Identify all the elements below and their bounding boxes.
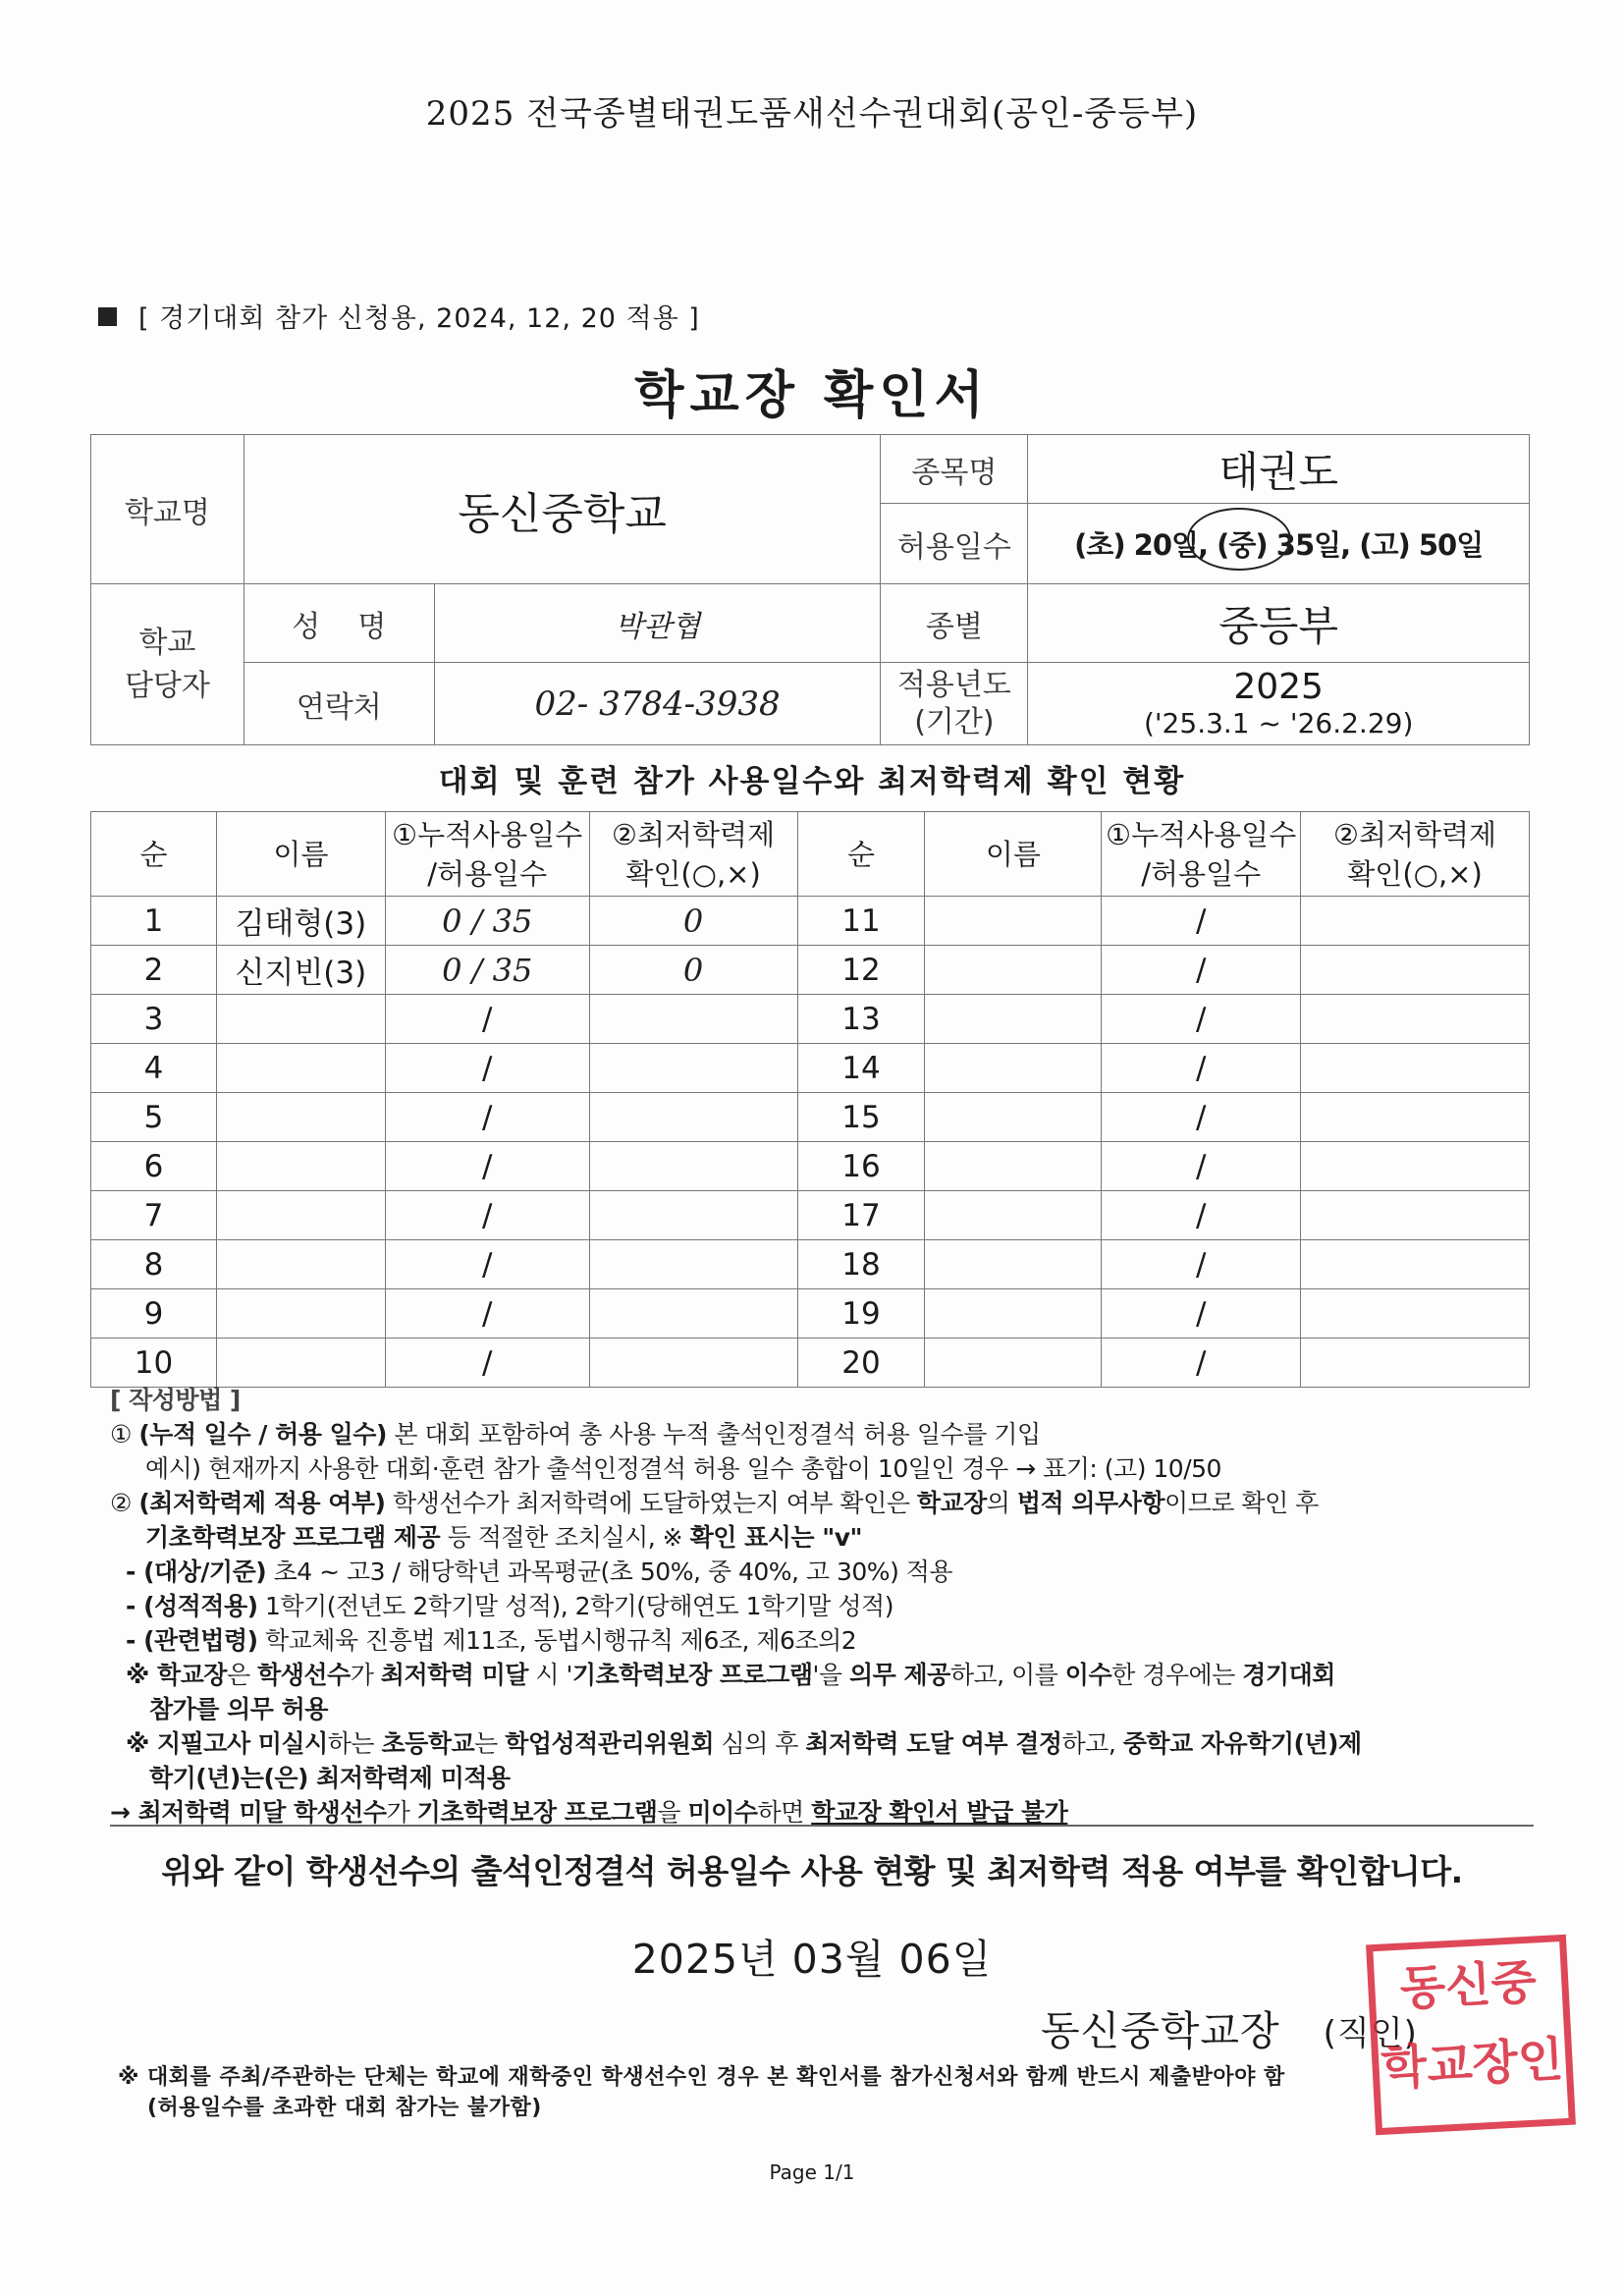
row-no: 9 xyxy=(91,1289,217,1339)
s1-l: 한 경우에는 xyxy=(1111,1661,1243,1689)
sport-value: 태권도 xyxy=(1028,435,1530,504)
row-name: 신지빈(3) xyxy=(216,946,385,995)
row-name xyxy=(216,1044,385,1093)
bullet-grades-bold: - (성적적용) xyxy=(126,1592,258,1620)
s1-b: 은 xyxy=(226,1661,258,1689)
form-tag-text: [ 경기대회 참가 신청용, 2024, 12, 20 적용 ] xyxy=(138,303,700,334)
s2-b: 하는 xyxy=(327,1729,382,1758)
roster-body xyxy=(91,897,1530,1388)
row-check-2 xyxy=(1301,1240,1530,1289)
star-note-1 xyxy=(110,1658,1534,1692)
table-row xyxy=(91,1339,1530,1388)
note-2-line2 xyxy=(110,1520,1534,1555)
row-no-2: 13 xyxy=(797,995,925,1044)
row-days-2: / xyxy=(1102,1093,1301,1142)
row-check: 0 xyxy=(589,897,797,946)
footnote-line1: ※ 대회를 주최/주관하는 단체는 학교에 재학중인 학생선수인 경우 본 확인서를 참가신청서와 함께 반드시 제출받아야 함 xyxy=(118,2065,1285,2090)
allow-days-text: (초) 20일, (중) 35일, (고) 50일 xyxy=(1074,528,1484,562)
sign-mark: (직인) xyxy=(1323,2014,1418,2053)
note-2-bold-b: 학교장 xyxy=(916,1489,987,1517)
row-name xyxy=(216,1339,385,1388)
row-check xyxy=(589,1289,797,1339)
official-seal: 동신중 학교장인 xyxy=(1366,1935,1576,2135)
contact-value: 02- 3784-3938 xyxy=(434,663,881,745)
row-days-2: / xyxy=(1102,1339,1301,1388)
year-label: 적용년도 (기간) xyxy=(881,663,1028,745)
row-check-2 xyxy=(1301,995,1530,1044)
s1-e: 최저학력 미달 xyxy=(380,1661,528,1689)
school-name: 동신중학교 xyxy=(244,435,881,584)
table-row xyxy=(91,1142,1530,1191)
info-table xyxy=(90,434,1530,745)
footnote-line2: (허용일수를 초과한 대회 참가는 불가함) xyxy=(147,2096,542,2120)
division-label: 종별 xyxy=(881,584,1028,663)
note-2-line2-bold: 기초학력보장 프로그램 제공 xyxy=(145,1523,441,1552)
row-name xyxy=(216,1191,385,1240)
row-check xyxy=(589,1339,797,1388)
contact-label: 연락처 xyxy=(244,663,434,745)
row-name-2 xyxy=(925,1142,1102,1191)
row-name xyxy=(216,1289,385,1339)
row-check-2 xyxy=(1301,1142,1530,1191)
allow-days xyxy=(1028,504,1530,584)
row-days-2: / xyxy=(1102,1289,1301,1339)
row-name-2 xyxy=(925,897,1102,946)
page-number: Page 1/1 xyxy=(769,2160,855,2184)
year-value: 2025 xyxy=(1233,666,1324,707)
row-days-2: / xyxy=(1102,1191,1301,1240)
bullet-grades-text: 1학기(전년도 2학기말 성적), 2학기(당해연도 1학기말 성적) xyxy=(257,1592,893,1620)
hdr-no-2: 순 xyxy=(797,812,925,897)
hdr-check-2: ②최저학력제 확인(○,×) xyxy=(1301,812,1530,897)
table-row xyxy=(91,1093,1530,1142)
row-days-2: / xyxy=(1102,897,1301,946)
row-name-2 xyxy=(925,1093,1102,1142)
division-value: 중등부 xyxy=(1028,584,1530,663)
s2-e: 학업성적관리위원회 xyxy=(505,1729,715,1758)
bullet-target-text: 초4 ~ 고3 / 해당학년 과목평균(초 50%, 중 40%, 고 30%) 적용 xyxy=(266,1558,953,1586)
confirm-statement: 위와 같이 학생선수의 출석인정결석 허용일수 사용 현황 및 최저학력 적용 여부를 확인합니다. xyxy=(161,1852,1463,1890)
row-check: 0 xyxy=(589,946,797,995)
star-note-1-line2 xyxy=(110,1692,1534,1726)
note-1-example: 예시) 현재까지 사용한 대회·훈련 참가 출석인정결석 허용 일수 총합이 10일인 경우 → 표기: (고) 10/50 xyxy=(145,1454,1221,1483)
star-note-2-line2 xyxy=(110,1761,1534,1795)
row-name-2 xyxy=(925,1339,1102,1388)
row-no: 3 xyxy=(91,995,217,1044)
hdr-days-2: ①누적사용일수 /허용일수 xyxy=(1102,812,1301,897)
row-name xyxy=(216,1240,385,1289)
s1-f: 시 ' xyxy=(527,1661,572,1689)
s1-a: ※ 학교장 xyxy=(126,1661,227,1689)
row-no-2: 17 xyxy=(797,1191,925,1240)
notes xyxy=(110,1383,1534,1830)
row-no-2: 14 xyxy=(797,1044,925,1093)
s1-d: 가 xyxy=(350,1661,381,1689)
row-name: 김태형(3) xyxy=(216,897,385,946)
s1-j: 하고, 이를 xyxy=(949,1661,1065,1689)
form-tag xyxy=(98,297,700,335)
bullet-grades xyxy=(110,1589,1534,1623)
row-check xyxy=(589,1093,797,1142)
row-days: / xyxy=(385,1044,589,1093)
arrow-b: 가 xyxy=(386,1798,417,1827)
row-name-2 xyxy=(925,995,1102,1044)
arrow-e: 미이수 xyxy=(687,1798,758,1827)
square-bullet-icon xyxy=(98,307,117,326)
issue-date: 2025년 03월 06일 xyxy=(631,1936,993,1983)
table-row xyxy=(91,946,1530,995)
s2-line2-a: 학기(년)는(은) xyxy=(149,1764,317,1792)
row-check-2 xyxy=(1301,897,1530,946)
bullet-law-bold: - (관련법령) xyxy=(126,1626,258,1655)
row-name-2 xyxy=(925,1044,1102,1093)
hdr-check: ②최저학력제 확인(○,×) xyxy=(589,812,797,897)
table-row xyxy=(91,897,1530,946)
row-no: 4 xyxy=(91,1044,217,1093)
note-1-text: 본 대회 포함하여 총 사용 누적 출석인정결석 허용 일수를 기입 xyxy=(386,1420,1041,1449)
row-check-2 xyxy=(1301,1191,1530,1240)
row-days: / xyxy=(385,1339,589,1388)
row-name-2 xyxy=(925,1289,1102,1339)
note-2-line2-bold2: 확인 표시는 "v" xyxy=(689,1523,863,1552)
circle-mark xyxy=(1187,508,1291,571)
s2-d: 는 xyxy=(474,1729,506,1758)
row-days: / xyxy=(385,1142,589,1191)
row-no-2: 16 xyxy=(797,1142,925,1191)
row-check xyxy=(589,1191,797,1240)
s1-c: 학생선수 xyxy=(257,1661,351,1689)
bullet-law-text: 학교체육 진흥법 제11조, 동법시행규칙 제6조, 제6조의2 xyxy=(257,1626,857,1655)
row-days-2: / xyxy=(1102,1240,1301,1289)
row-no-2: 11 xyxy=(797,897,925,946)
hdr-no: 순 xyxy=(91,812,217,897)
row-no: 7 xyxy=(91,1191,217,1240)
row-days: 0 / 35 xyxy=(385,897,589,946)
event-title: 2025 전국종별태권도품새선수권대회(공인-중등부) xyxy=(425,94,1199,134)
table-row xyxy=(91,1191,1530,1240)
row-no: 6 xyxy=(91,1142,217,1191)
s2-line2-b: 최저학력제 미적용 xyxy=(316,1764,511,1792)
s2-g: 최저학력 도달 여부 결정 xyxy=(805,1729,1062,1758)
table-row xyxy=(91,1044,1530,1093)
note-1 xyxy=(110,1417,1534,1451)
note-1-num: ① xyxy=(110,1420,132,1449)
note-2-text-b: 의 xyxy=(986,1489,1017,1517)
sport-label: 종목명 xyxy=(881,435,1028,504)
divider xyxy=(110,1825,1534,1827)
arrow-c: 기초학력보장 프로그램 xyxy=(416,1798,658,1827)
roster-table xyxy=(90,811,1530,1388)
row-name xyxy=(216,1142,385,1191)
row-name-2 xyxy=(925,1240,1102,1289)
row-no: 10 xyxy=(91,1339,217,1388)
bullet-target-bold: - (대상/기준) xyxy=(126,1558,267,1586)
note-2-bold-c: 법적 의무사항 xyxy=(1016,1489,1165,1517)
note-2-num: ② xyxy=(110,1489,132,1517)
footnote xyxy=(118,2062,1532,2123)
principal-title: 동신중학교장 xyxy=(1041,2007,1280,2054)
hdr-days: ①누적사용일수 /허용일수 xyxy=(385,812,589,897)
note-2 xyxy=(110,1486,1534,1520)
s2-h: 하고, xyxy=(1061,1729,1123,1758)
school-label: 학교명 xyxy=(91,435,244,584)
row-no: 2 xyxy=(91,946,217,995)
row-no-2: 18 xyxy=(797,1240,925,1289)
star-note-2 xyxy=(110,1726,1534,1761)
arrow-g: 학교장 확인서 발급 불가 xyxy=(811,1798,1068,1827)
table-row xyxy=(91,1289,1530,1339)
period-value: ('25.3.1 ~ '26.2.29) xyxy=(1143,706,1414,739)
row-days-2: / xyxy=(1102,995,1301,1044)
table-row xyxy=(91,1240,1530,1289)
row-check-2 xyxy=(1301,1339,1530,1388)
row-days-2: / xyxy=(1102,946,1301,995)
row-no-2: 15 xyxy=(797,1093,925,1142)
row-days: / xyxy=(385,1240,589,1289)
row-days: / xyxy=(385,1093,589,1142)
table-row xyxy=(91,995,1530,1044)
bullet-law xyxy=(110,1623,1534,1658)
document-title: 학교장 확인서 xyxy=(634,366,990,425)
notes-heading: [ 작성방법 ] xyxy=(110,1386,241,1414)
name-label: 성 명 xyxy=(244,584,434,663)
s1-h: '을 xyxy=(812,1661,850,1689)
row-check xyxy=(589,995,797,1044)
arrow-d: 을 xyxy=(657,1798,688,1827)
row-name-2 xyxy=(925,946,1102,995)
row-no-2: 19 xyxy=(797,1289,925,1339)
allow-label: 허용일수 xyxy=(881,504,1028,584)
s1-m: 경기대회 xyxy=(1242,1661,1335,1689)
note-2-line2-text: 등 적절한 조치실시, ※ xyxy=(440,1523,690,1552)
row-name-2 xyxy=(925,1191,1102,1240)
row-check-2 xyxy=(1301,1289,1530,1339)
principal xyxy=(1041,1998,1418,2056)
s1-i: 의무 제공 xyxy=(849,1661,950,1689)
row-days-2: / xyxy=(1102,1142,1301,1191)
note-2-text-c: 이므로 확인 후 xyxy=(1164,1489,1319,1517)
manager-name: 박관협 xyxy=(434,584,881,663)
bullet-target xyxy=(110,1555,1534,1589)
year-cell xyxy=(1028,663,1530,745)
arrow-f: 하면 xyxy=(757,1798,812,1827)
row-no-2: 20 xyxy=(797,1339,925,1388)
row-days: 0 / 35 xyxy=(385,946,589,995)
s2-a: ※ 지필고사 미실시 xyxy=(126,1729,328,1758)
note-1-bold: (누적 일수 / 허용 일수) xyxy=(138,1420,387,1449)
row-no: 8 xyxy=(91,1240,217,1289)
row-name xyxy=(216,995,385,1044)
row-check xyxy=(589,1240,797,1289)
row-no: 5 xyxy=(91,1093,217,1142)
note-2-bold: (최저학력제 적용 여부) xyxy=(138,1489,386,1517)
arrow-a: → 최저학력 미달 학생선수 xyxy=(110,1798,387,1827)
s1-k: 이수 xyxy=(1064,1661,1112,1689)
s2-f: 심의 후 xyxy=(714,1729,806,1758)
roster-title: 대회 및 훈련 참가 사용일수와 최저학력제 확인 현황 xyxy=(438,764,1186,799)
row-check-2 xyxy=(1301,1044,1530,1093)
manager-label: 학교 담당자 xyxy=(91,584,244,745)
row-check-2 xyxy=(1301,1093,1530,1142)
row-name xyxy=(216,1093,385,1142)
note-2-text-a: 학생선수가 최저학력에 도달하였는지 여부 확인은 xyxy=(385,1489,917,1517)
row-check-2 xyxy=(1301,946,1530,995)
s1-line2: 참가를 의무 허용 xyxy=(149,1695,328,1723)
row-check xyxy=(589,1142,797,1191)
s1-g: 기초학력보장 프로그램 xyxy=(571,1661,813,1689)
row-check xyxy=(589,1044,797,1093)
hdr-name: 이름 xyxy=(216,812,385,897)
s2-i: 중학교 자유학기(년)제 xyxy=(1122,1729,1362,1758)
row-no-2: 12 xyxy=(797,946,925,995)
row-days-2: / xyxy=(1102,1044,1301,1093)
row-days: / xyxy=(385,1289,589,1339)
row-days: / xyxy=(385,995,589,1044)
hdr-name-2: 이름 xyxy=(925,812,1102,897)
s2-c: 초등학교 xyxy=(381,1729,475,1758)
row-no: 1 xyxy=(91,897,217,946)
row-days: / xyxy=(385,1191,589,1240)
